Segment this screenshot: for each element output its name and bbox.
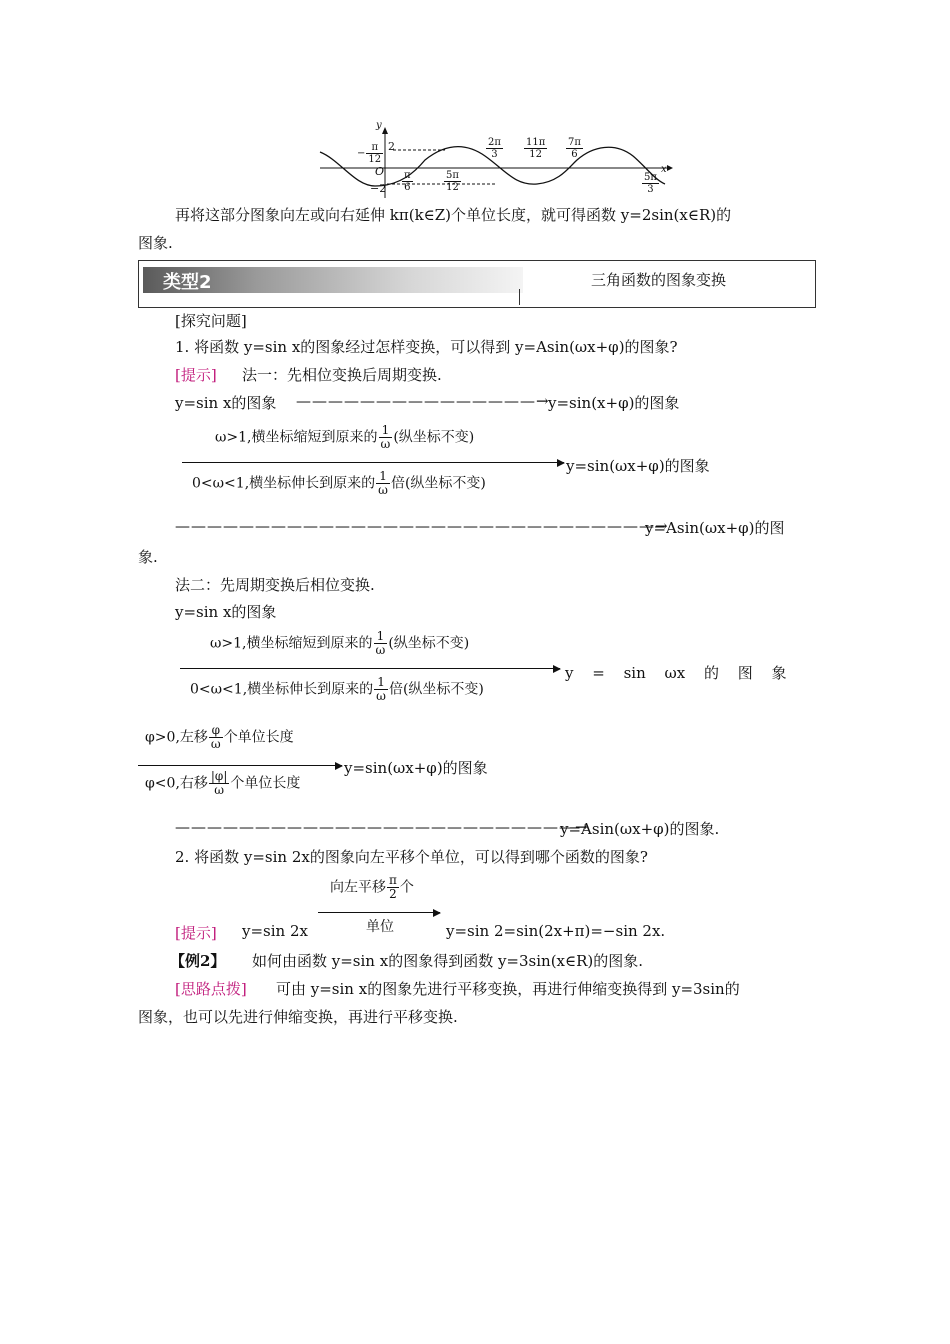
x-axis-arrow <box>667 165 673 171</box>
hint2-arrow-top: 向左平移 $\frac{\pi}{2}$ 个 <box>330 873 414 901</box>
method1-result3-tail: 象. <box>138 548 158 566</box>
tick-7pi-6: $\frac{7\pi}{6}$ <box>568 137 581 160</box>
method1-result3: y=Asin(ωx+φ)的图 <box>645 519 785 537</box>
method1-dashes1: ———————————————→ <box>296 392 550 410</box>
tick-2pi-3: $\frac{2\pi}{3}$ <box>488 137 501 160</box>
graph-ymin: −2 <box>370 182 387 195</box>
graph-origin: O <box>375 165 385 178</box>
graph-x-label: x <box>661 164 667 175</box>
method2-result1: y = sin ωx 的 图 象 <box>565 664 787 682</box>
tick-5pi-3: $\frac{5\pi}{3}$ <box>644 172 657 195</box>
thinking-label: [思路点拨] <box>175 980 247 998</box>
method1-start: y=sin x的图象 <box>175 394 277 412</box>
method1-cond-top: ω>1,横坐标缩短到原来的 $\frac{1}{\omega}$ (纵坐标不变) <box>215 423 475 451</box>
method2-arrow1 <box>180 668 560 669</box>
tick-5pi-12: $\frac{5\pi}{12}$ <box>446 170 459 193</box>
section-banner <box>138 260 816 308</box>
question-2: 2. 将函数 y=sin 2x的图象向左平移个单位，可以得到哪个函数的图象? <box>175 848 648 866</box>
para1-line2: 图象. <box>138 234 173 252</box>
example-label: 【例2】 <box>170 952 226 970</box>
y-axis-arrow <box>382 127 388 134</box>
para1-line1: 再将这部分图象向左或向右延伸 kπ(k∈Z)个单位长度，就可得函数 y=2sin(x∈R)的 <box>175 206 732 224</box>
method2-title: 法二：先周期变换后相位变换. <box>175 576 375 594</box>
hint2-arrow-bot: 单位 <box>366 919 394 935</box>
hint2-start: y=sin 2x <box>242 922 308 940</box>
graph-ymax: 2 <box>388 140 395 153</box>
banner-tag-label: 类型2 <box>163 272 212 293</box>
method2-arrow2 <box>138 765 342 766</box>
hint-label-1: [提示] <box>175 366 217 384</box>
method2-shift-top: φ>0,左移 $\frac{\varphi}{\omega}$ 个单位长度 <box>145 723 294 751</box>
banner-tag <box>143 267 523 293</box>
method1-title: 法一：先相位变换后周期变换. <box>242 366 442 384</box>
tick-11pi-12: $\frac{11\pi}{12}$ <box>526 137 546 160</box>
hint-label-2: [提示] <box>175 924 217 942</box>
graph-y-label: y <box>376 120 382 131</box>
thinking-line2: 图象，也可以先进行伸缩变换，再进行平移变换. <box>138 1008 458 1026</box>
method2-cond-bot: 0<ω<1,横坐标伸长到原来的 $\frac{1}{\omega}$ 倍(纵坐标不变) <box>190 675 484 703</box>
method2-cond-top: ω>1,横坐标缩短到原来的 $\frac{1}{\omega}$ (纵坐标不变) <box>210 629 470 657</box>
method2-start: y=sin x的图象 <box>175 603 277 621</box>
hint2-result: y=sin 2=sin(2x+π)=−sin 2x. <box>446 922 666 940</box>
example-text: 如何由函数 y=sin x的图象得到函数 y=3sin(x∈R)的图象. <box>252 952 644 970</box>
section-label: [探究问题] <box>175 312 247 330</box>
banner-divider <box>519 289 520 305</box>
method1-result1: y=sin(x+φ)的图象 <box>548 394 680 412</box>
thinking-line1: 可由 y=sin x的图象先进行平移变换，再进行伸缩变换得到 y=3sin的 <box>276 980 740 998</box>
method1-dashes2: ——————————————————————————————→ <box>175 517 669 535</box>
tick-pi-6: $\frac{\pi}{6}$ <box>404 170 411 193</box>
method1-cond-bot: 0<ω<1,横坐标伸长到原来的 $\frac{1}{\omega}$ 倍(纵坐标不变) <box>192 469 486 497</box>
method2-dashes: —————————————————————————→ <box>175 818 589 836</box>
hint2-arrow <box>318 912 440 913</box>
banner-title: 三角函数的图象变换 <box>591 271 727 289</box>
method1-result2: y=sin(ωx+φ)的图象 <box>566 457 710 475</box>
method2-result3: y=Asin(ωx+φ)的图象. <box>560 820 720 838</box>
sine-graph <box>315 120 675 200</box>
method2-shift-bot: φ<0,右移 $\frac{|\varphi|}{\omega}$ 个单位长度 <box>145 769 301 797</box>
method2-result2: y=sin(ωx+φ)的图象 <box>344 759 488 777</box>
tick-neg-pi-12: − $\frac{\pi}{12}$ <box>357 142 382 165</box>
question-1: 1. 将函数 y=sin x的图象经过怎样变换，可以得到 y=Asin(ωx+φ)的图象? <box>175 338 678 356</box>
method1-arrow <box>182 462 564 463</box>
